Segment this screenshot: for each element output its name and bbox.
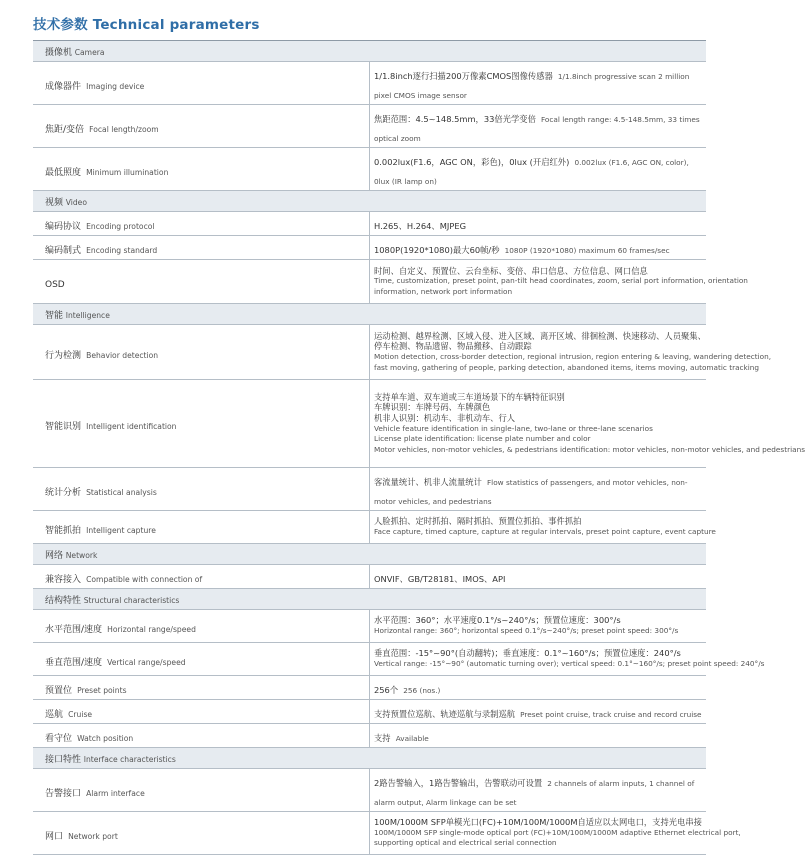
value-lines [374,265,748,298]
value-lines [374,817,741,849]
label-zh: 编码协议 [45,222,82,232]
spec-value [370,812,741,855]
section-header [33,191,706,212]
value-zh: 焦距范围：4.5~148.5mm，33倍光学变倍 [374,114,536,124]
spec-label [33,700,370,724]
spec-table [33,40,805,855]
spec-label [33,643,370,676]
spec-value [370,468,707,511]
spec-label [33,724,370,748]
spec-row [33,105,706,148]
value-line: supporting optical and electrical serial connection [374,838,557,848]
value-en: 256 (nos.) [403,686,441,695]
label-en: Watch position [77,734,134,743]
label-zh: 巡航 [45,710,64,720]
spec-value [370,769,707,812]
spec-value [370,105,707,148]
spec-value [370,565,707,589]
spec-label [33,236,370,260]
section-camera [33,41,706,62]
section-video [33,191,706,212]
spec-row [33,380,706,468]
label-zh: 统计分析 [45,487,82,498]
spec-row [33,62,706,105]
value-line: 车牌识别：车牌号码、车牌颜色 [374,402,491,413]
value-line: 人脸抓拍、定时抓拍、隔时抓拍、预置位抓拍、事件抓拍 [374,516,582,527]
label-zh: 最低照度 [45,167,82,178]
value-line: Vehicle feature identification in single-lane, two-lane or three-lane scenarios [374,423,653,433]
section-title-zh: 结构特性 [45,595,82,606]
value-lines [374,391,805,456]
spec-value [370,724,707,748]
value-zh: 1080P(1920*1080)最大60帧/秒 [374,245,500,255]
spec-label [33,325,370,380]
spec-label [33,610,370,643]
label-en: Focal length/zoom [89,124,159,134]
section-structural [33,589,706,610]
spec-row [33,511,706,544]
spec-row [33,148,706,191]
value-line: 机非人识别：机动车、非机动车、行人 [374,412,516,423]
label-zh: 智能抓拍 [45,525,82,536]
value-line: fast moving, gathering of people, parking detection, abandoned items, items moving, automatic tracking [374,362,760,372]
label-zh: 编码制式 [45,246,82,256]
spec-row [33,212,706,236]
spec-row [33,812,706,855]
section-title-zh: 网络 [45,550,64,561]
value-en: 1/1.8inch progressive scan 2 million pixel CMOS image sensor [374,72,690,100]
label-zh: 焦距/变倍 [45,124,85,135]
label-en: Cruise [68,710,93,719]
value-line: 运动检测、越界检测、区域入侵、进入区域、离开区域、徘徊检测、快速移动、人员聚集、 [374,330,706,341]
spec-value [370,212,707,236]
page-title: 技术参数 Technical parameters [33,17,260,33]
value-en: 2 channels of alarm inputs, 1 channel of alarm output, Alarm linkage can be set [374,779,695,807]
section-title-zh: 接口特性 [45,754,82,765]
value-lines [374,615,702,636]
spec-row [33,260,706,304]
label-zh: 兼容接入 [45,575,82,585]
value-zh: 客流量统计、机非人流量统计 [374,477,482,487]
value-line: Face capture, timed capture, capture at regular intervals, preset point capture, event capture [374,527,716,536]
label-en: Intelligent identification [86,422,177,431]
label-en: Encoding protocol [86,222,155,231]
label-zh: 告警接口 [45,788,82,799]
spec-label [33,62,370,105]
section-header [33,41,706,62]
spec-row [33,468,706,511]
spec-value [370,236,707,260]
section-title-en: Structural characteristics [83,595,180,605]
value-line: 垂直范围：-15°~90°(自动翻转)；垂直速度：0.1°~160°/s；预置位速度：240°/s [374,648,681,659]
label-en: Encoding standard [86,246,158,255]
value-en: Focal length range: 4.5-148.5mm, 33 times optical zoom [374,115,700,143]
label-zh: 成像器件 [45,81,82,92]
label-en: Minimum illumination [86,167,169,177]
value-line: 100M/1000M SFP单模光口(FC)+10M/100M/1000M自适应以太网电口，支持光电串接 [374,817,702,828]
spec-value [370,511,716,544]
spec-value [370,148,707,191]
section-title-zh: 视频 [45,197,64,208]
label-zh: 水平范围/速度 [45,624,103,635]
label-en: Network port [68,831,118,841]
label-en: Compatible with connection of [86,575,203,584]
section-header [33,544,706,565]
value-lines [374,516,716,537]
spec-row [33,724,706,748]
value-line: License plate identification: license plate number and color [374,434,591,444]
section-title-en: Camera [74,47,105,57]
label-en: Vertical range/speed [107,657,186,667]
value-line: 支持单车道、双车道或三车道场景下的车辆特征识别 [374,391,565,402]
spec-label [33,380,370,468]
section-header [33,589,706,610]
value-en: Preset point cruise, track cruise and record cruise [520,710,702,719]
label-en: OSD [45,280,65,290]
label-zh: 网口 [45,831,64,842]
value-line: Horizontal range: 360°; horizontal speed 0.1°/s~240°/s; preset point speed: 300°/s [374,626,679,635]
section-title-en: Video [65,197,87,207]
value-line: 水平范围：360°；水平速度0.1°/s~240°/s；预置位速度：300°/s [374,615,621,626]
section-interface [33,748,706,769]
section-title-zh: 摄像机 [45,47,73,58]
spec-label [33,565,370,589]
section-intelligence [33,304,706,325]
label-zh: 看守位 [45,734,73,744]
label-en: Intelligent capture [86,525,156,535]
value-zh: 支持 [374,733,391,743]
section-header [33,748,706,769]
section-header [33,304,706,325]
value-line: Motor vehicles, non-motor vehicles, & pedestrians identification: motor vehicles, non-motor vehicles, and pedestrians [374,444,805,454]
section-title-en: Network [65,550,98,560]
section-title-zh: 智能 [45,310,64,321]
value-line: Time, customization, preset point, pan-tilt head coordinates, zoom, serial port information, orientation [374,276,748,286]
label-zh: 智能识别 [45,422,82,432]
value-line: Motion detection, cross-border detection, regional intrusion, region entering & leaving, wandering detection, [374,352,772,361]
value-en: 1080P (1920*1080) maximum 60 frames/sec [504,246,670,255]
spec-label [33,676,370,700]
label-en: Preset points [77,686,127,695]
value-en: 0.002lux (F1.6, AGC ON, color), 0lux (IR lamp on) [374,158,689,186]
spec-label [33,769,370,812]
section-title-en: Intelligence [65,310,110,320]
spec-value [370,62,707,105]
spec-value [370,700,707,724]
label-zh: 垂直范围/速度 [45,657,103,668]
spec-row [33,325,706,380]
label-zh: 行为检测 [45,350,82,361]
spec-row [33,610,706,643]
spec-value [370,380,805,468]
spec-value [370,260,748,304]
value-line: 时间、自定义、预置位、云台坐标、变倍、串口信息、方位信息、网口信息 [374,265,648,276]
value-en: Flow statistics of passengers, and motor vehicles, non-motor vehicles, and pedestrians [374,478,688,506]
spec-value [370,676,707,700]
value-line: 停车检测、物品遗留、物品搬移、自动跟踪 [374,341,532,352]
spec-label [33,105,370,148]
section-title-en: Interface characteristics [83,754,176,764]
spec-label [33,148,370,191]
spec-row [33,643,706,676]
value-zh: 256个 [374,685,399,695]
spec-value [370,643,765,676]
value-line: 100M/1000M SFP single-mode optical port (FC)+10M/100M/1000M adaptive Ethernet electrical port, [374,827,741,837]
spec-value [370,325,772,380]
value-zh: 2路告警输入，1路告警输出，告警联动可设置 [374,778,543,788]
value-zh: 1/1.8inch逐行扫描200万像素CMOS图像传感器 [374,71,553,81]
value-zh: ONVIF、GB/T28181、IMOS、API [374,574,506,584]
spec-row [33,769,706,812]
spec-label [33,468,370,511]
value-lines [374,330,772,373]
value-line: Vertical range: -15°~90° (automatic turning over); vertical speed: 0.1°~160°/s; preset point speed: 240°/s [374,659,765,668]
value-line: information, network port information [374,286,513,296]
value-zh: 支持预置位巡航、轨迹巡航与录制巡航 [374,709,516,719]
spec-row [33,676,706,700]
spec-label [33,511,370,544]
label-en: Imaging device [86,81,145,91]
value-zh: H.265、H.264、MJPEG [374,221,467,231]
label-en: Behavior detection [86,350,159,360]
spec-value [370,610,707,643]
spec-row [33,700,706,724]
label-en: Alarm interface [86,788,145,798]
label-en: Statistical analysis [86,487,157,497]
spec-table-body [33,41,805,855]
value-zh: 0.002lux(F1.6，AGC ON，彩色)，0lux (开启红外) [374,157,570,167]
spec-label [33,812,370,855]
spec-label [33,260,370,304]
value-lines [374,648,765,669]
section-network [33,544,706,565]
label-en: Horizontal range/speed [107,624,196,634]
value-en: Available [395,734,429,743]
spec-row [33,565,706,589]
spec-row [33,236,706,260]
label-zh: 预置位 [45,686,73,696]
spec-label [33,212,370,236]
